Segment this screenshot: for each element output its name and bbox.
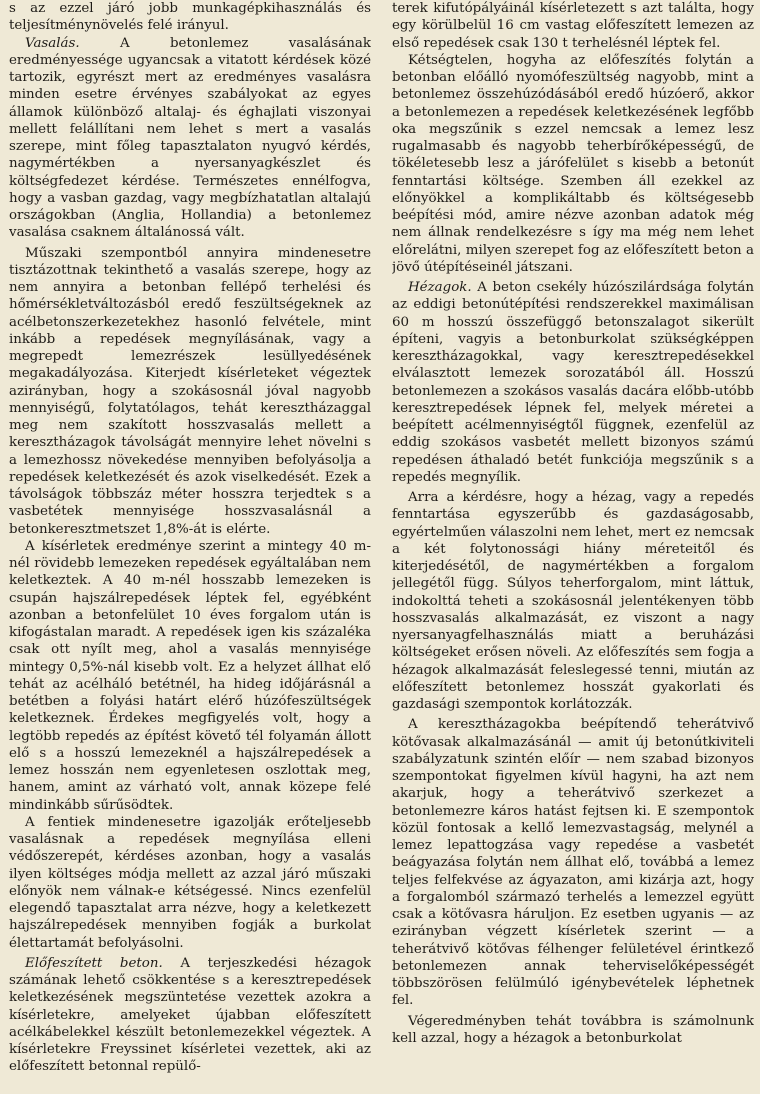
paragraph — [392, 52, 754, 276]
paragraph-text: Arra a kérdésre, hogy a hézag, vagy a repedés fenntartása egyszerűbb és gazdaságosabb, egyértelműen válaszolni nem lehet, mert ez nemcsak a két folytonossági hiány méreteitől és kiterjedésétől, de nagymértékben a forgalom jellegétől függ. Súlyos teherforgalom, mint láttuk, indokolttá teheti a szokásosnál jelentékenyen több hosszvasalás alkalmazását, ez viszont a nagy nyersanyagfelhasználás miatt a beruházási költségeket erősen növeli. Az előfeszítés sem fogja a hézagok alkalmazását feleslegessé tenni, miután az előfeszített betonlemez hosszát gyakorlati és gazdasági szempontok korlátozzák. — [392, 490, 754, 712]
paragraph — [9, 35, 371, 242]
paragraph-text: terek kifutópályáinál kísérletezett s azt találta, hogy egy körülbelül 16 cm vastag előfeszített lemezen az első repedések csak 130 t terhelésnél léptek fel. — [392, 1, 754, 51]
paragraph — [392, 489, 754, 713]
paragraph-heading: Hézagok. — [408, 280, 472, 295]
paragraph-text: Műszaki szempontból annyira mindenesetre tisztázottnak tekinthető a vasalás szerepe, hogy az nem annyira a betonban fellépő terhelési és hőmérsékletváltozásból eredő feszültségeknek az acélbetonszerkezetekhez hasonló felvétele, mint inkább a repedések megnyílásának, vagy a megrepedt lemezrészek lesüllyedésének megakadályozása. Kiterjedt kísérleteket végeztek azirányban, hogy a szokásosnál jóval nagyobb mennyiségű, folytatólagos, tehát keresztházaggal meg nem szakított hosszvasalás mellett a keresztházagok távolságát mennyire lehet növelni s a lemezhossz növekedése mennyiben befolyásolja a repedések keletkezését és azok viselkedését. Ezek a távolságok többszáz méter hosszra terjedtek s a vasbetétek mennyisége hosszvasalásnál a betonkeresztmetszet 1,8%-át is elérte. — [9, 245, 371, 537]
paragraph — [392, 716, 754, 1009]
paragraph — [9, 245, 371, 538]
paragraph — [9, 538, 371, 814]
paragraph — [392, 279, 754, 486]
paragraph-text: Kétségtelen, hogyha az előfeszítés folytán a betonban előálló nyomófeszültség nagyobb, mint a betonlemez összehúzódásából eredő húzóerő, akkor a betonlemezen a repedések keletkezésének legfőbb oka megszűnik s ezzel nemcsak a lemez lesz rugalmasabb és nagyobb teherbírőképességű, de tökéletesebb lesz a járófelület s kisebb a betonút fenntartási költsége. Szemben áll ezekkel az előnyökkel a komplikáltabb és költségesebb beépítési mód, amire nézve azonban adatok még nem állnak rendelkezésre s így ma még nem lehet előrelátni, milyen szerepet fog az előfeszített beton a jövő útépítéseinél játszani. — [392, 52, 754, 275]
paragraph-text: A keresztházagokba beépítendő teherátvivő kötővasak alkalmazásánál — amit új betonútkiviteli szabályzatunk szintén előír — nem szabad bizonyos szempontokat figyelmen kívül hagyni, ha azt nem akarjuk, hogy a teherátvivő szerkezet a betonlemezre káros hatást fejtsen ki. E szempontok közül fontosak a kellő lemezvastagság, melynél a lemez lepattogzása vagy repedése a vasbetét beágyazása folytán nem állhat elő, továbbá a lemez teljes felfekvése az ágyazaton, ami kizárja azt, hogy a forgalomból származó terhelés a lemezzel együtt csak a kötővasra háruljon. Ez esetben ugyanis — az ezirányban végzett kísérletek szerint — a teherátvivő kötővas félhenger felületével érintkező betonlemezen annak teherviselőképességét többszörösen felülmúló igénybevételek léphetnek fel. — [392, 717, 754, 1009]
paragraph-text: s az ezzel járó jobb munkagépkihasználás és teljesítménynövelés felé irányul. — [9, 1, 371, 34]
right-column — [392, 0, 754, 1094]
paragraph-text: A beton csekély húzószilárdsága folytán az eddigi betonútépítési rendszerekkel maximálisan 60 m hosszú összefüggő betonszalagot sikerült építeni, vagyis a betonburkolat szükségképpen keresztházagokkal, vagy keresztrepedésekkel elválasztott lemezek sorozatából áll. Hosszú betonlemezen a szokásos vasalás dacára előbb-utóbb keresztrepedések lépnek fel, melyek méretei a beépített acélmennyiségtől függnek, ezenfelül az eddig szokásos vasbetét mellett bizonyos számú repedésen áthaladó betét funkciója megszűnik s a repedés megnyílik. — [392, 280, 754, 485]
paragraph — [9, 0, 371, 35]
paragraph-text: A fentiek mindenesetre igazolják erőteljesebb vasalásnak a repedések megnyílása elleni védőszerepét, kérdéses azonban, hogy a vasalás ilyen költséges módja mellett az azzal járó műszaki előnyök nem válnak-e kétségessé. Nincs ezenfelül elegendő tapasztalat arra nézve, hogy a keletkezett hajszálrepedések mennyiben fogják a burkolat élettartamát befolyásolni. — [9, 814, 371, 951]
paragraph — [9, 955, 371, 1076]
left-column — [9, 0, 371, 1094]
paragraph-heading: Vasalás. — [25, 35, 80, 51]
paragraph-text: Végeredményben tehát továbbra is számolnunk kell azzal, hogy a hézagok a betonburkolat — [392, 1013, 754, 1046]
paragraph-text: A kísérletek eredménye szerint a mintegy 40 m-nél rövidebb lemezeken repedések egyáltalában nem keletkeztek. A 40 m-nél hosszabb lemezeken is csupán hajszálrepedések léptek fel, egyébként azonban a betonfelület 10 éves forgalom után is kifogástalan maradt. A repedések igen kis százaléka csak ott nyílt meg, ahol a vasalás mennyisége mintegy 0,5%-nál kisebb volt. Ez a helyzet állhat elő tehát az acélháló betétnél, ha hideg időjárásnál a betétben a folyási határt elérő húzófeszültségek keletkeznek. Érdekes megfigyelés volt, hogy a legtöbb repedés az építést követő tél folyamán állott elő s a hosszú lemezeknél a hajszálrepedések a lemez hosszán nem egyenletesen oszlottak meg, hanem, amint az várható volt, annak közepe felé mindinkább sűrűsödtek. — [9, 538, 371, 813]
paragraph-text: A betonlemez vasalásának eredményessége ugyancsak a vitatott kérdések közé tartozik, egyrészt mert az eredményes vasalásra minden esetre érvényes szabályokat az egyes államok különböző altalaj- és éghajlati viszonyai mellett felállítani nem lehet s mert a vasalás szerepe, mint főleg tapasztalaton nyugvó kérdés, nagymértékben a nyersanyagkészlet és költségfedezet kérdése. Természetes ennélfogva, hogy a vasban gazdag, vagy megbízhatatlan altalajú országokban (Anglia, Hollandia) a betonlemez vasalása csaknem általánossá vált. — [9, 35, 371, 241]
paragraph — [392, 1013, 754, 1048]
paragraph-heading: Előfeszített beton. — [25, 955, 163, 971]
paragraph-text: A terjeszkedési hézagok számának lehető csökkentése s a keresztrepedések keletkezésének megszüntetése vezettek azokra a kísérletekre, amelyeket újabban előfeszített acélkábelekkel készült betonlemezekkel végeztek. A kísérletekre Freyssinet kísérletei vezettek, aki az előfeszített betonnal repülő- — [9, 955, 371, 1075]
paragraph — [392, 0, 754, 52]
paragraph — [9, 814, 371, 952]
